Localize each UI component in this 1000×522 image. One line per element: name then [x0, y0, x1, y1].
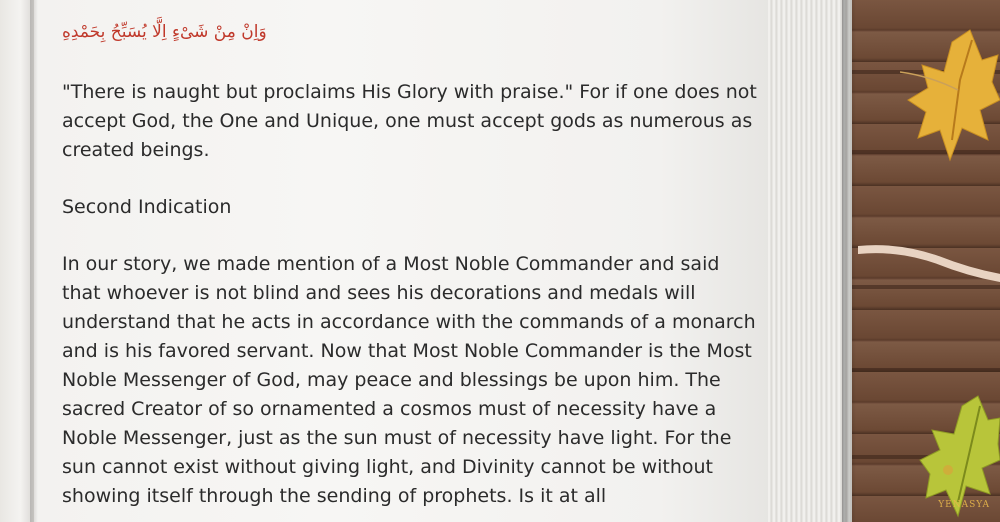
book-left-page-edge: [0, 0, 34, 522]
book-page-stack: [768, 0, 852, 522]
paragraph-commander: In our story, we made mention of a Most Noble Commander and said that whoever is not blind and sees his decorations and medals will understand that he acts in accordance with the commands of a monarch and is his favored servant. Now that Most Noble Commander is the Most Noble Messenger of God, may peace and blessings be upon him. The sacred Creator of so ornamented a cosmos must of necessity have a Noble Messenger, just as the sun must of necessity have light. For the sun cannot exist without giving light, and Divinity cannot be without showing itself through the sending of prophets. Is it at all: [62, 253, 756, 507]
maple-leaf-yellow-icon: [900, 20, 1000, 200]
book-edge-shadow: [842, 0, 856, 522]
arabic-verse-heading: وَاِنْ مِنْ شَىْءٍ اِلَّا يُسَبِّحُ بِحَمْدِهِ: [62, 22, 267, 42]
page-text: [62, 78, 762, 511]
section-heading: Second Indication: [62, 196, 232, 218]
page-gutter-shadow: [30, 0, 38, 522]
paragraph-quote: "There is naught but proclaims His Glory with praise." For if one does not accept God, the One and Unique, one must accept gods as numerous as created beings.: [62, 81, 757, 161]
twine-string: [858, 238, 1000, 288]
watermark-logo: YENASYA: [938, 500, 990, 510]
